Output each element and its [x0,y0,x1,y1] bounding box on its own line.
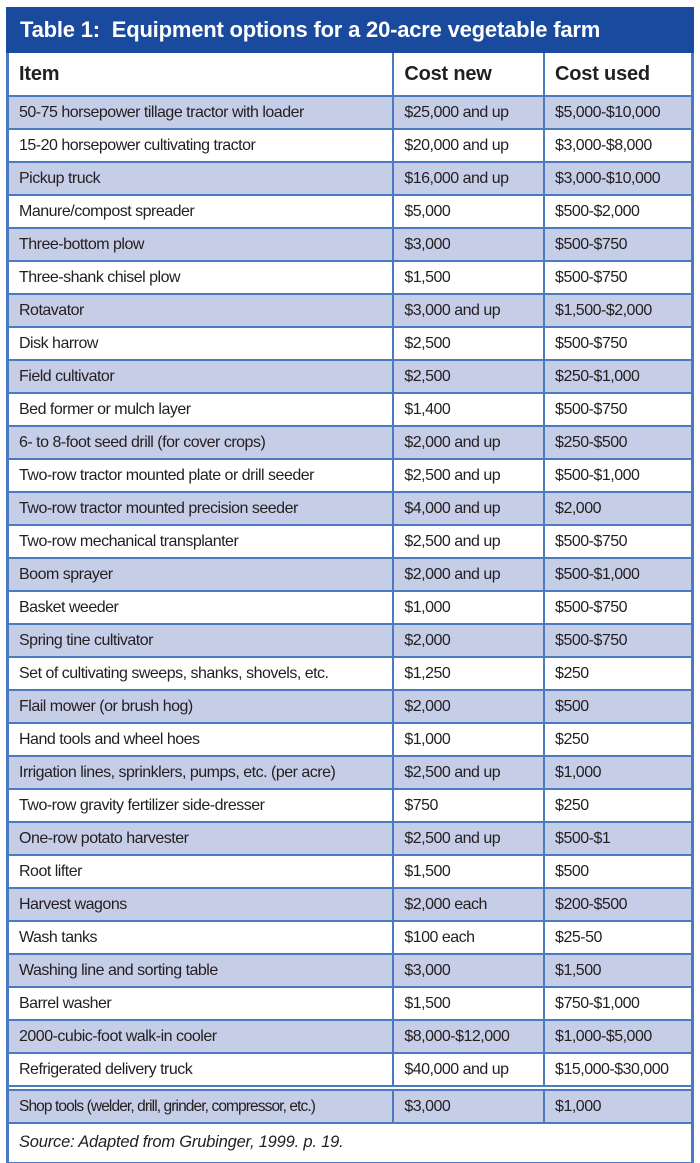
column-header-cost-new: Cost new [394,53,545,95]
table-cell-cost-new: $2,500 and up [394,823,545,854]
table-cell-cost-new: $1,000 [394,724,545,755]
table-cell-item: Three-bottom plow [9,229,394,260]
table-row [9,427,691,460]
table-cell-cost-used: $200-$500 [555,896,628,913]
table-cell-item: Field cultivator [9,361,394,392]
table-cell-item: Set of cultivating sweeps, shanks, shovels, etc. [9,658,394,689]
table-cell-cost-used: $500-$750 [555,632,628,649]
column-header-cost-used: Cost used [555,63,650,85]
table-cell-item: Three-shank chisel plow [9,262,394,293]
table-cell-cost-used: $250 [555,731,589,748]
table-cell-cost-used: $750-$1,000 [555,995,640,1012]
table-row [9,196,691,229]
table-cell-cost-new: $3,000 [394,1091,545,1122]
table-row [9,163,691,196]
table-row [9,724,691,757]
table-cell-cost-used: $250 [555,797,589,814]
header-row [9,53,691,97]
table-cell-cost-used: $1,000 [555,1098,601,1115]
table-cell-cost-new: $2,500 [394,361,545,392]
table-row [9,559,691,592]
table-cell-cost-used: $2,000 [555,500,601,517]
table-cell-cost-new: $1,500 [394,988,545,1019]
table-cell-cost-used: $250-$500 [555,434,628,451]
table-cell-item: 6- to 8-foot seed drill (for cover crops) [9,427,394,458]
table-cell-cost-used: $1,500 [555,962,601,979]
table-cell-cost-used: $1,500-$2,000 [555,302,652,319]
table-grid [6,53,694,1163]
table-cell-cost-new: $40,000 and up [394,1054,545,1085]
table-row [9,625,691,658]
table-cell-item: 2000-cubic-foot walk-in cooler [9,1021,394,1052]
table-cell-cost-new: $5,000 [394,196,545,227]
table-cell-item: Rotavator [9,295,394,326]
table-row [9,988,691,1021]
table-title: Table 1: Equipment options for a 20-acre vegetable farm [6,7,694,53]
table-cell-cost-used: $500-$1 [555,830,611,847]
table-cell-item: Boom sprayer [9,559,394,590]
table-row [9,493,691,526]
table-cell-cost-new: $2,000 and up [394,559,545,590]
table-cell-item: Wash tanks [9,922,394,953]
table-cell-cost-used: $500-$1,000 [555,467,640,484]
table-cell-cost-new: $1,400 [394,394,545,425]
table-cell-cost-new: $20,000 and up [394,130,545,161]
table-row [9,460,691,493]
table-cell-item: Pickup truck [9,163,394,194]
table-row [9,823,691,856]
table-cell-cost-used: $500-$2,000 [555,203,640,220]
table-cell-item: Two-row mechanical transplanter [9,526,394,557]
table-cell-cost-used: $15,000-$30,000 [555,1061,669,1078]
table-cell-item: Bed former or mulch layer [9,394,394,425]
table-row [9,889,691,922]
table-row [9,394,691,427]
table-cell-cost-new: $2,000 [394,625,545,656]
table-row [9,856,691,889]
table-row [9,691,691,724]
table-cell-cost-new: $1,500 [394,856,545,887]
table-cell-cost-used: $3,000-$8,000 [555,137,652,154]
table-cell-cost-new: $1,250 [394,658,545,689]
table-row [9,295,691,328]
table-rows [9,97,691,1124]
table-row [9,97,691,130]
table-cell-item: Two-row tractor mounted plate or drill seeder [9,460,394,491]
table-cell-cost-used: $500-$1,000 [555,566,640,583]
table-cell-cost-new: $8,000-$12,000 [394,1021,545,1052]
table-row [9,955,691,988]
table-cell-cost-new: $1,000 [394,592,545,623]
table-cell-cost-used: $500-$750 [555,599,628,616]
table-cell-cost-new: $16,000 and up [394,163,545,194]
table-cell-cost-used: $250-$1,000 [555,368,640,385]
table-cell-cost-new: $2,500 and up [394,757,545,788]
table-cell-item: Spring tine cultivator [9,625,394,656]
table-cell-item: One-row potato harvester [9,823,394,854]
table-cell-cost-new: $3,000 [394,229,545,260]
table-cell-cost-used: $500-$750 [555,533,628,550]
table-cell-cost-used: $500 [555,698,589,715]
table-cell-item: Manure/compost spreader [9,196,394,227]
table-cell-cost-used: $5,000-$10,000 [555,104,661,121]
table-cell-cost-new: $100 each [394,922,545,953]
table-cell-item: 50-75 horsepower tillage tractor with loader [9,97,394,128]
table-cell-cost-new: $2,000 each [394,889,545,920]
table-cell-cost-used: $500-$750 [555,335,628,352]
table-row [9,592,691,625]
table-cell-item: Harvest wagons [9,889,394,920]
table-cell-item: Disk harrow [9,328,394,359]
table-cell-item: Root lifter [9,856,394,887]
table-row [9,757,691,790]
table-row [9,1054,691,1087]
table-cell-cost-new: $3,000 and up [394,295,545,326]
column-header-item: Item [9,53,394,95]
table-cell-item: Two-row tractor mounted precision seeder [9,493,394,524]
table-row [9,658,691,691]
table-cell-cost-used: $250 [555,665,589,682]
equipment-table [6,7,694,1163]
table-cell-item: Refrigerated delivery truck [9,1054,394,1085]
table-cell-cost-used: $500 [555,863,589,880]
table-row [9,526,691,559]
table-cell-item: Washing line and sorting table [9,955,394,986]
table-cell-cost-used: $1,000 [555,764,601,781]
table-cell-item: Basket weeder [9,592,394,623]
table-cell-item: Two-row gravity fertilizer side-dresser [9,790,394,821]
table-row [9,922,691,955]
table-row [9,361,691,394]
table-cell-item: Barrel washer [9,988,394,1019]
table-cell-cost-used: $1,000-$5,000 [555,1028,652,1045]
source-note: Source: Adapted from Grubinger, 1999. p. 19. [19,1133,344,1151]
table-row [9,1021,691,1054]
table-cell-cost-new: $2,500 and up [394,460,545,491]
table-cell-item: Shop tools (welder, drill, grinder, compressor, etc.) [9,1091,394,1122]
table-row [9,229,691,262]
table-cell-cost-new: $2,500 and up [394,526,545,557]
table-cell-item: Irrigation lines, sprinklers, pumps, etc. (per acre) [9,757,394,788]
table-row [9,1091,691,1124]
table-cell-cost-new: $2,000 and up [394,427,545,458]
source-row [9,1124,691,1162]
table-row [9,130,691,163]
table-cell-cost-new: $25,000 and up [394,97,545,128]
table-cell-cost-new: $2,000 [394,691,545,722]
table-cell-cost-new: $750 [394,790,545,821]
table-cell-cost-used: $3,000-$10,000 [555,170,661,187]
table-cell-cost-new: $1,500 [394,262,545,293]
table-row [9,262,691,295]
table-cell-item: Hand tools and wheel hoes [9,724,394,755]
table-cell-cost-used: $25-50 [555,929,602,946]
table-row [9,328,691,361]
table-cell-cost-new: $2,500 [394,328,545,359]
table-cell-cost-used: $500-$750 [555,236,628,253]
table-cell-cost-new: $3,000 [394,955,545,986]
table-row [9,790,691,823]
table-cell-cost-new: $4,000 and up [394,493,545,524]
table-cell-cost-used: $500-$750 [555,269,628,286]
table-cell-item: Flail mower (or brush hog) [9,691,394,722]
table-cell-cost-used: $500-$750 [555,401,628,418]
table-cell-item: 15-20 horsepower cultivating tractor [9,130,394,161]
